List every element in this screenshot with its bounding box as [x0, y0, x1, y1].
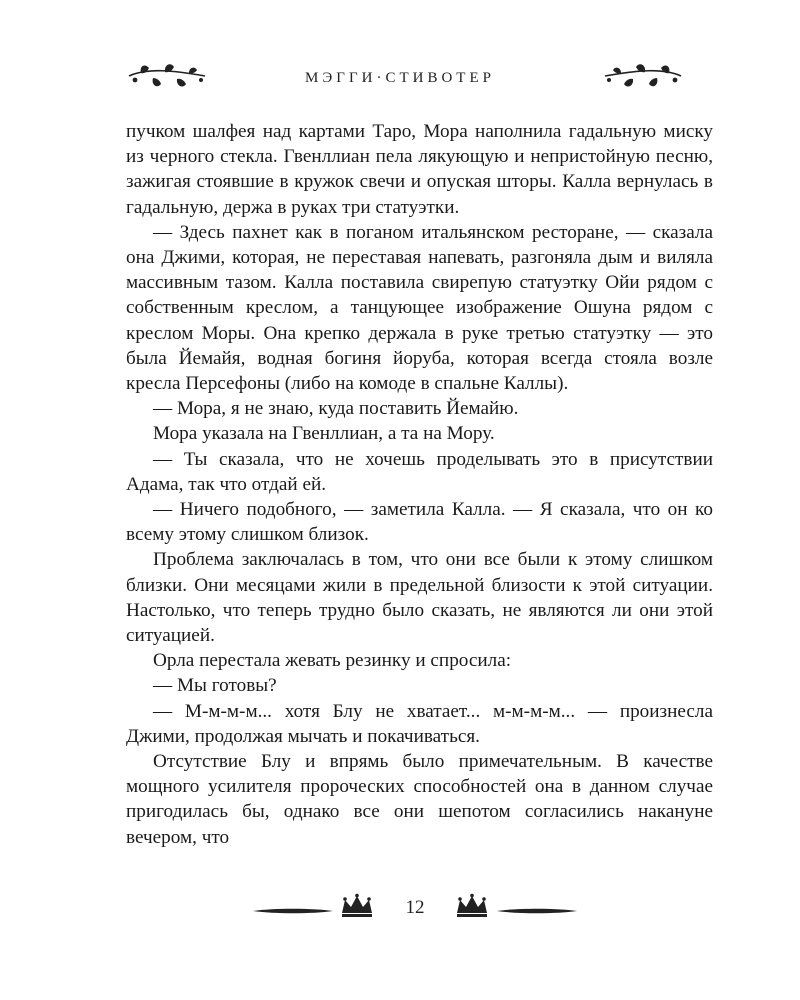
- flourish-line-icon: [253, 906, 333, 916]
- crown-icon: [454, 893, 490, 919]
- paragraph: Проблема заключалась в том, что они все были к этому слишком близки. Они месяцами жили в предельной близости к этой ситуации. Настолько, что теперь трудно было сказать, не являются ли они этой ситуацией.: [126, 549, 713, 647]
- paragraph: — Здесь пахнет как в поганом итальянском ресторане, — сказала она Джими, которая, не переставая напевать, разгоняла дым и виляла массивным тазом. Калла поставила свирепую статуэтку Ойи рядом с собственным креслом, а танцующее изображение Ошуна рядом с креслом Моры. Она крепко держала в руке третью статуэтку — это была Йемайя, водная богиня йоруба, которая всегда стояла возле кресла Персефоны (либо на комоде в спальне Каллы).: [126, 221, 713, 395]
- paragraph: — Мы готовы?: [153, 675, 277, 697]
- running-header: [0, 58, 800, 108]
- botanical-branch-icon: [603, 58, 683, 94]
- paragraph: Мора указала на Гвенллиан, а та на Мору.: [153, 423, 495, 445]
- page-number: 12: [405, 897, 425, 918]
- paragraph: Орла перестала жевать резинку и спросила:: [153, 650, 512, 672]
- flourish-line-icon: [497, 906, 577, 916]
- body-text: [126, 119, 713, 850]
- paragraph: пучком шалфея над картами Таро, Мора наполнила гадальную миску из черного стекла. Гвенллиан пела лякующую и непристойную песню, зажигая стоявшие в кружок свечи и опуская шторы. Калла вернулась в гадальную, держа в руках три статуэтки.: [126, 121, 713, 218]
- crown-icon: [339, 893, 375, 919]
- page-footer: [0, 893, 800, 933]
- paragraph: Отсутствие Блу и впрямь было примечательным. В качестве мощного усилителя пророческих способностей она в данном случае пригодилась бы, однако все они шепотом согласились накануне вечером, что: [126, 751, 713, 848]
- paragraph: — Ничего подобного, — заметила Калла. — Я сказала, что он ко всему этому слишком близок.: [126, 499, 713, 546]
- paragraph: — М-м-м-м... хотя Блу не хватает... м-м-м-м... — произнесла Джими, продолжая мычать и покачиваться.: [126, 700, 713, 747]
- paragraph: — Мора, я не знаю, куда поставить Йемайю.: [153, 398, 519, 420]
- paragraph: — Ты сказала, что не хочешь проделывать это в присутствии Адама, так что отдай ей.: [126, 448, 713, 495]
- author-name: МЭГГИ·СТИВОТЕР: [305, 70, 495, 86]
